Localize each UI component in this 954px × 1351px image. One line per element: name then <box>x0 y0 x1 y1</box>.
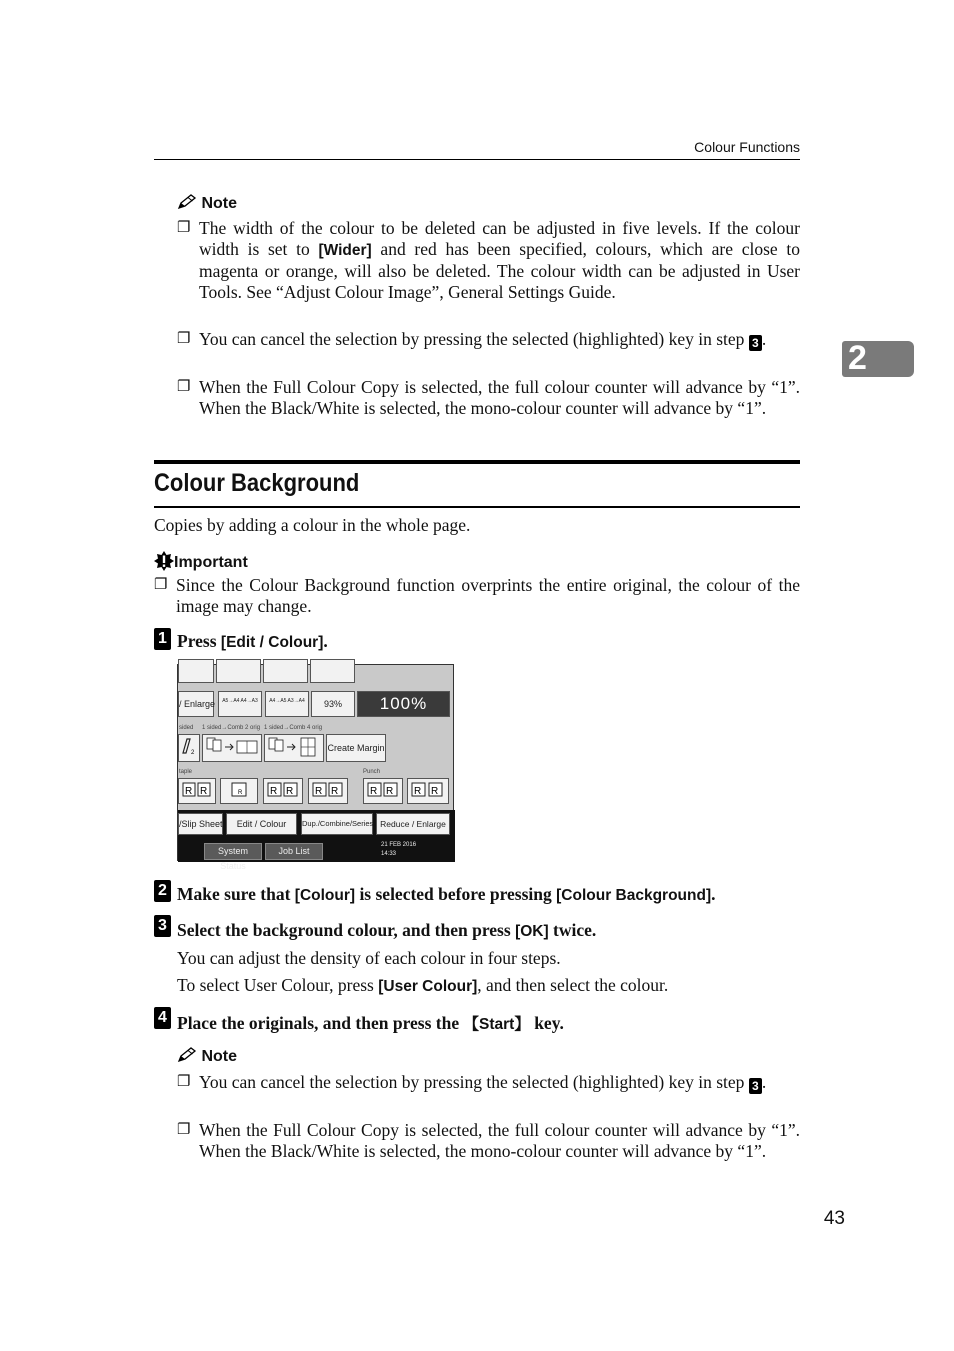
section-rule-top <box>154 460 800 464</box>
staple-button[interactable] <box>178 778 216 804</box>
enlarge-button[interactable]: / Enlarge <box>178 691 214 717</box>
header-rule <box>154 159 800 160</box>
panel-button[interactable] <box>310 659 355 683</box>
note-item: ❐ The width of the colour to be deleted can be adjusted in five levels. If the colour width is set to [Wider] and red has been specified, colours, which are close to magenta or orange, will also be deleted. The colour width can be adjusted in User Tools. See “Adjust Colour Image”, General Settings Guide. <box>177 218 800 302</box>
important-heading <box>154 551 248 572</box>
important-icon <box>154 551 174 571</box>
combine-2-icon <box>204 735 260 759</box>
key-edit-colour: [Edit / Colour] <box>220 634 324 651</box>
step-number: 4 <box>154 1007 171 1029</box>
key-start: 【Start】 <box>463 1016 530 1033</box>
key-ok: [OK] <box>515 923 549 940</box>
tab-slip-sheet[interactable]: /Slip Sheet <box>178 813 223 835</box>
staple-icon <box>265 779 301 799</box>
step-4-text: Place the originals, and then press the 【Start】 key. <box>177 1013 564 1033</box>
svg-text:R: R <box>331 786 339 797</box>
staple-button[interactable] <box>263 778 303 804</box>
note-heading <box>177 194 237 213</box>
combine-2-button[interactable] <box>202 734 262 762</box>
time-readout: 14:33 <box>381 851 397 857</box>
punch-button[interactable] <box>407 778 449 804</box>
section-rule-bottom <box>154 506 800 508</box>
staple-label: taple <box>179 769 193 775</box>
staple-icon <box>180 779 214 799</box>
step-ref-icon: 3 <box>749 335 762 351</box>
preset-ratio-button[interactable]: A4→A5 A3→A4 <box>265 691 309 717</box>
note-item: ❐ You can cancel the selection by pressing the selected (highlighted) key in step 3 . <box>177 329 767 350</box>
step-number: 1 <box>154 628 171 650</box>
duplex-button[interactable] <box>178 734 200 762</box>
checkbox-bullet-icon: ❐ <box>177 379 191 395</box>
sided-label: sided <box>179 725 194 731</box>
punch-button[interactable] <box>363 778 403 804</box>
step-3-user-colour: To select User Colour, press [User Colour], and then select the colour. <box>177 975 669 995</box>
page-number: 43 <box>823 1208 845 1229</box>
svg-text:R: R <box>370 786 378 797</box>
key-colour: [Colour] <box>294 887 356 904</box>
combine-4-icon <box>266 735 322 759</box>
tab-edit-colour[interactable]: Edit / Colour <box>226 813 297 835</box>
panel-button[interactable] <box>216 659 261 683</box>
tab-reduce-enlarge[interactable]: Reduce / Enlarge <box>376 813 450 835</box>
staple-button[interactable] <box>308 778 348 804</box>
running-header: Colour Functions <box>694 139 800 155</box>
punch-label: Punch <box>363 769 381 775</box>
staple-icon <box>222 779 256 799</box>
key-user-colour: [User Colour] <box>378 978 478 995</box>
step-ref-icon: 3 <box>749 1078 762 1094</box>
step-3-detail: You can adjust the density of each colour in four steps. <box>177 948 561 968</box>
svg-text:R: R <box>315 786 323 797</box>
duplex-icon <box>180 735 198 757</box>
step-number: 3 <box>154 915 171 937</box>
combine-4-button[interactable] <box>264 734 324 762</box>
chapter-number: 2 <box>848 339 867 377</box>
comb4-label: 1 sided→Comb 4 orig <box>264 725 323 731</box>
note-heading-text: Note <box>201 195 238 212</box>
svg-text:2: 2 <box>191 750 195 756</box>
key-colour-background: [Colour Background] <box>556 887 712 904</box>
ratio-display: 100% <box>357 691 450 717</box>
svg-text:R: R <box>238 790 243 796</box>
svg-text:R: R <box>270 786 278 797</box>
note-item: ❐ When the Full Colour Copy is selected, the full colour counter will advance by “1”. When the Black/White is selected, the mono-colour counter will advance by “1”. <box>177 1120 800 1161</box>
step-number: 2 <box>154 880 171 902</box>
checkbox-bullet-icon: ❐ <box>177 1122 191 1138</box>
important-heading-text: Important <box>174 554 248 571</box>
section-intro: Copies by adding a colour in the whole page. <box>154 515 471 535</box>
system-status-button[interactable]: System Status <box>204 843 262 860</box>
note-heading-text: Note <box>201 1048 238 1065</box>
svg-text:R: R <box>414 786 422 797</box>
comb2-label: 1 sided→Comb 2 orig <box>202 725 261 731</box>
pencil-icon <box>177 1047 197 1063</box>
note-item: ❐ When the Full Colour Copy is selected, the full colour counter will advance by “1”. When the Black/White is selected, the mono-colour counter will advance by “1”. <box>177 377 800 418</box>
step-1-text: Press [Edit / Colour]. <box>177 631 328 651</box>
note-heading <box>177 1047 237 1066</box>
step-2-text: Make sure that [Colour] is selected before pressing [Colour Background]. <box>177 884 716 904</box>
svg-text:R: R <box>185 786 193 797</box>
pencil-icon <box>177 194 197 210</box>
preset-ratio-button[interactable]: A5→A4 A4→A3 <box>218 691 262 717</box>
step-3-text: Select the background colour, and then press [OK] twice. <box>177 920 597 940</box>
svg-text:R: R <box>386 786 394 797</box>
ratio-93-button[interactable]: 93% <box>311 691 355 717</box>
punch-icon <box>409 779 447 799</box>
important-item: ❐ Since the Colour Background function overprints the entire original, the colour of the image may change. <box>154 575 800 616</box>
job-list-button[interactable]: Job List <box>265 843 323 860</box>
create-margin-button[interactable]: Create Margin <box>326 734 386 762</box>
svg-text:R: R <box>286 786 294 797</box>
checkbox-bullet-icon: ❐ <box>154 577 168 593</box>
tab-dup-combine-series[interactable]: Dup./Combine/Series <box>301 813 373 835</box>
punch-icon <box>365 779 401 799</box>
panel-button[interactable] <box>178 659 214 683</box>
staple-button[interactable] <box>220 778 258 804</box>
staple-icon <box>310 779 346 799</box>
key-wider: [Wider] <box>318 242 372 259</box>
chapter-tab <box>842 341 914 377</box>
svg-text:R: R <box>431 786 439 797</box>
section-title: Colour Background <box>154 469 360 497</box>
copier-panel-screenshot <box>177 664 454 871</box>
date-readout: 21 FEB 2016 <box>381 842 417 848</box>
note-item: ❐ You can cancel the selection by pressing the selected (highlighted) key in step 3 . <box>177 1072 767 1093</box>
panel-button[interactable] <box>263 659 308 683</box>
checkbox-bullet-icon: ❐ <box>177 331 191 347</box>
checkbox-bullet-icon: ❐ <box>177 1074 191 1090</box>
checkbox-bullet-icon: ❐ <box>177 220 191 236</box>
svg-text:R: R <box>200 786 208 797</box>
